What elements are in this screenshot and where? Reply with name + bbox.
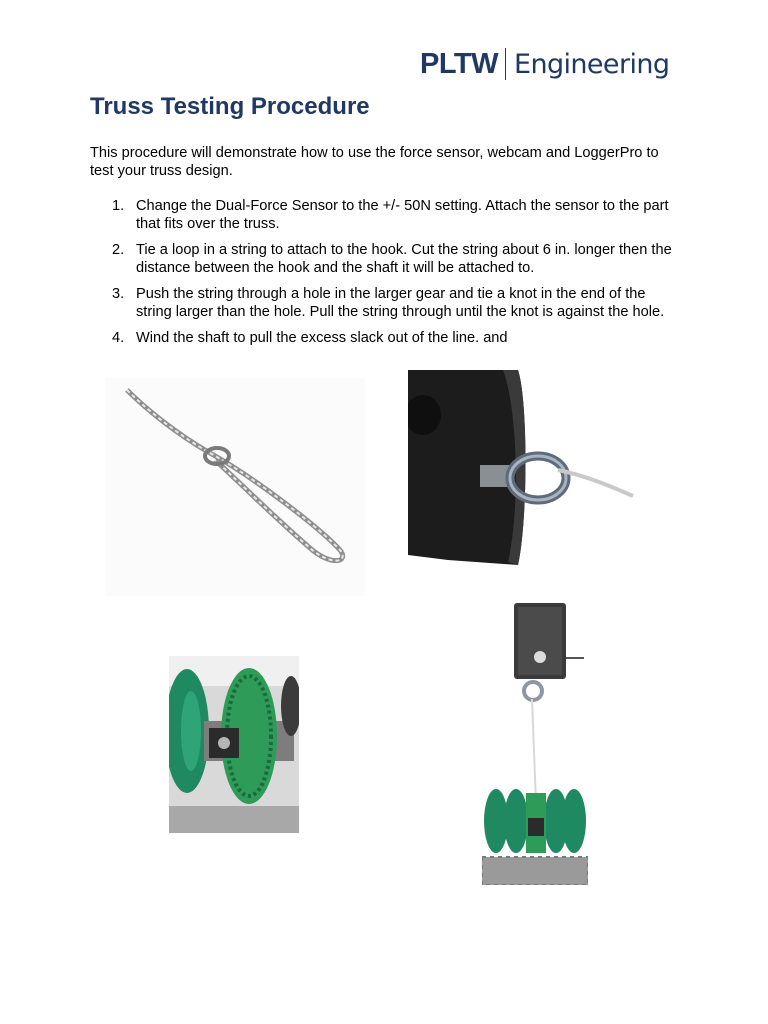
step-text: Tie a loop in a string to attach to the hook. Cut the string about 6 in. longer then the distance between the hook and the shaft it will be attached to. [136, 242, 672, 276]
string-loop-illustration [105, 378, 365, 596]
step-text: Push the string through a hole in the larger gear and tie a knot in the end of the string larger than the hole. Pull the string through until the knot is against the hole. [136, 286, 665, 320]
logo-engineering-text: Engineering [514, 48, 670, 80]
step-item [90, 241, 680, 277]
step-item [90, 197, 680, 233]
test-assembly-illustration [482, 603, 588, 885]
step-item [90, 329, 680, 347]
step-number: 4. [112, 330, 125, 346]
sensor-hook-photo [408, 370, 660, 602]
string-loop-photo [105, 378, 365, 596]
step-number: 3. [112, 286, 125, 302]
pltw-engineering-logo [420, 44, 669, 84]
procedure-steps [90, 197, 680, 355]
gear-shaft-photo [169, 656, 299, 833]
sensor-hook-illustration [408, 370, 660, 602]
intro-paragraph: This procedure will demonstrate how to use the force sensor, webcam and LoggerPro to test your truss design. [90, 145, 659, 179]
step-number: 1. [112, 198, 125, 214]
gear-shaft-illustration [169, 656, 299, 833]
page-title: Truss Testing Procedure [90, 93, 370, 120]
logo-divider [505, 48, 506, 80]
step-number: 2. [112, 242, 125, 258]
test-assembly-photo [482, 603, 588, 885]
step-item [90, 285, 680, 321]
logo-pltw-text: PLTW [420, 47, 498, 80]
step-text: Wind the shaft to pull the excess slack out of the line. and [136, 330, 508, 346]
step-text: Change the Dual-Force Sensor to the +/- 50N setting. Attach the sensor to the part that fits over the truss. [136, 198, 669, 232]
